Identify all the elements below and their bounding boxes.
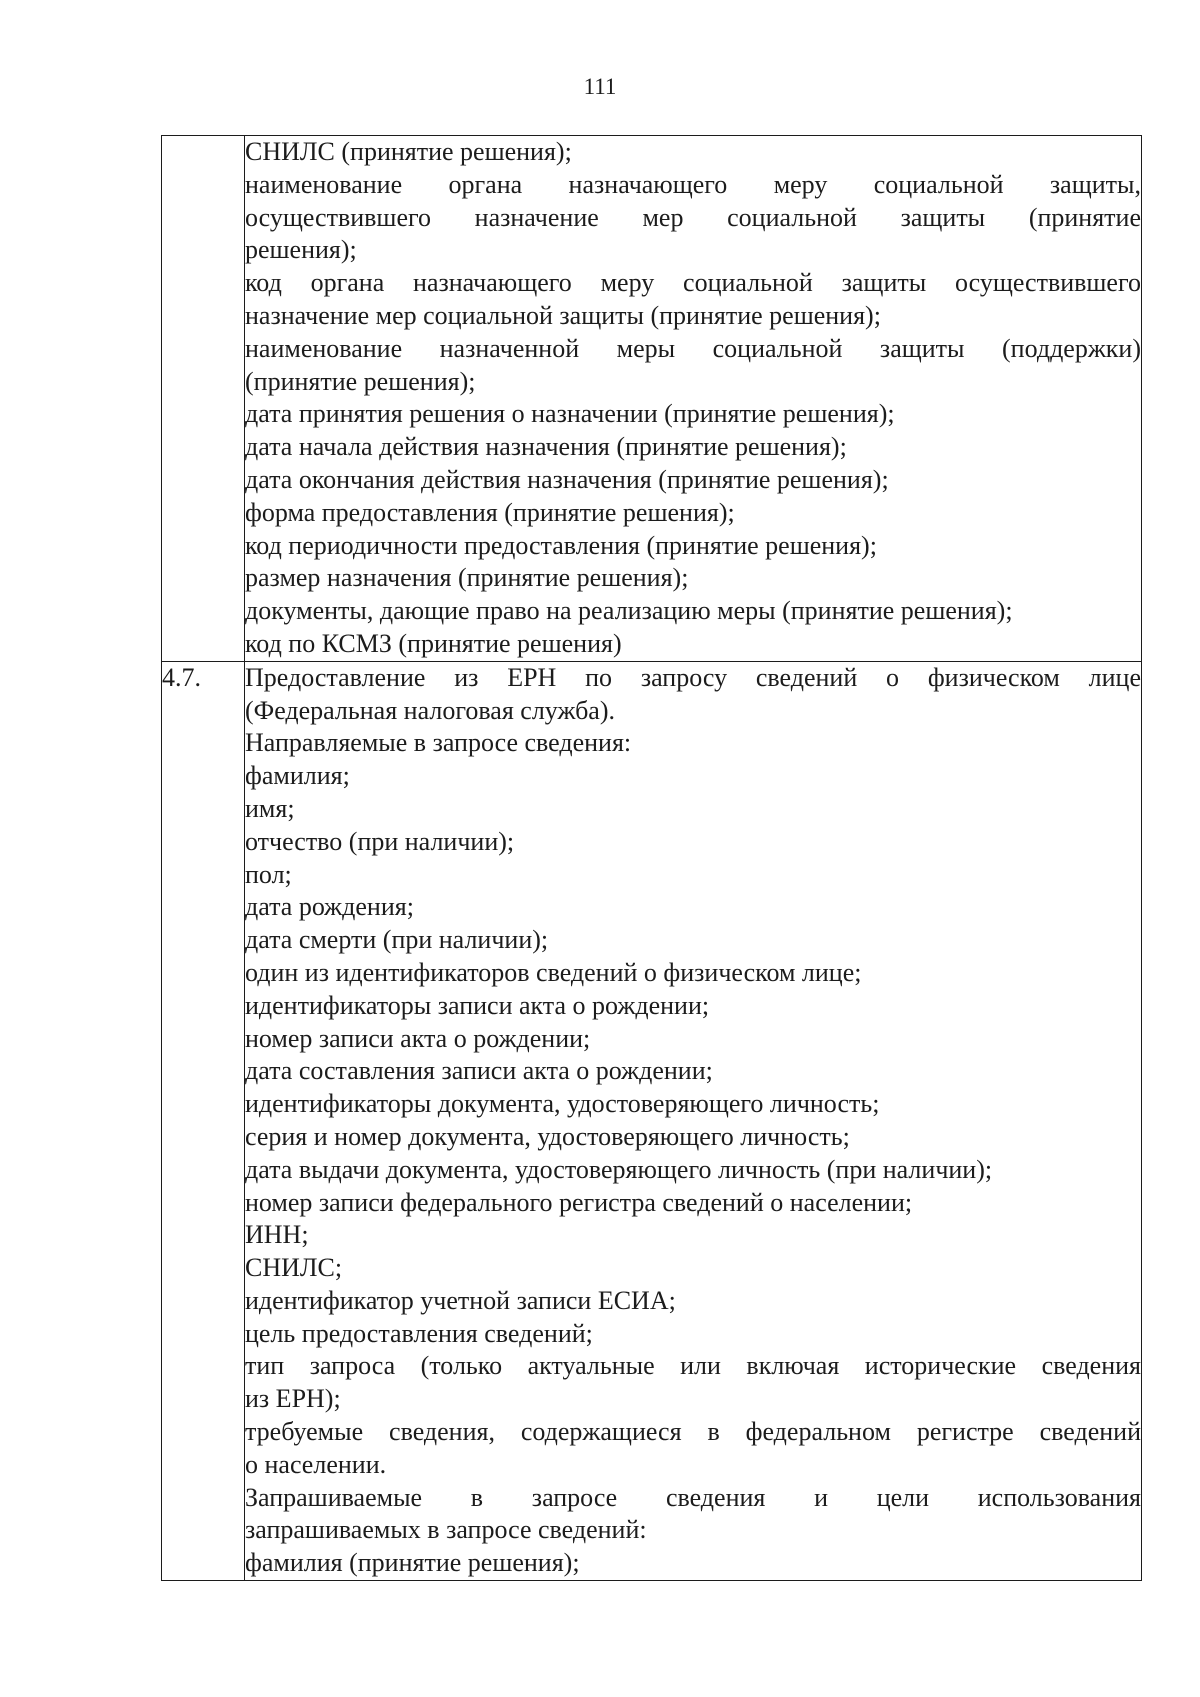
text-line: Направляемые в запросе сведения:	[245, 728, 632, 758]
text-line: форма предоставления (принятие решения);	[245, 497, 735, 527]
text-line: идентификаторы документа, удостоверяющего личность;	[245, 1089, 880, 1119]
text-line: о населении.	[245, 1449, 387, 1479]
text-line: номер записи федерального регистра сведений о населении;	[245, 1187, 913, 1217]
text-line: дата рождения;	[245, 892, 414, 922]
text-line: дата принятия решения о назначении (принятие решения);	[245, 399, 895, 429]
text-line: пол;	[245, 859, 292, 889]
text-line: отчество (при наличии);	[245, 826, 515, 856]
text-line: идентификатор учетной записи ЕСИА;	[245, 1285, 676, 1315]
text-line: из ЕРН);	[245, 1384, 341, 1414]
text-line: Предоставление из ЕРН по запросу сведений о физическом лице	[245, 662, 1141, 692]
row-content-cell	[245, 136, 1142, 662]
text-line: фамилия;	[245, 761, 350, 791]
text-line: наименование назначенной меры социальной защиты (поддержки)	[245, 333, 1141, 363]
text-line: серия и номер документа, удостоверяющего личность;	[245, 1121, 850, 1151]
text-line: идентификаторы записи акта о рождении;	[245, 990, 710, 1020]
text-line: назначение мер социальной защиты (принятие решения);	[245, 300, 881, 330]
text-line: ИНН;	[245, 1220, 309, 1250]
table-row	[162, 136, 1142, 662]
table-row	[162, 661, 1142, 1580]
text-line: наименование органа назначающего меру социальной защиты,	[245, 169, 1141, 199]
text-line: запрашиваемых в запросе сведений:	[245, 1515, 647, 1545]
text-line: один из идентификаторов сведений о физическом лице;	[245, 957, 862, 987]
row-number-cell	[162, 136, 245, 662]
row-content-cell	[245, 661, 1142, 1580]
text-line: дата начала действия назначения (принятие решения);	[245, 432, 847, 462]
text-line: цель предоставления сведений;	[245, 1318, 593, 1348]
text-line: решения);	[245, 235, 357, 265]
row-number-cell: 4.7.	[162, 661, 245, 1580]
text-line: дата смерти (при наличии);	[245, 925, 549, 955]
text-line: код по КСМЗ (принятие решения)	[245, 628, 622, 658]
text-line: дата составления записи акта о рождении;	[245, 1056, 713, 1086]
text-line: фамилия (принятие решения);	[245, 1548, 580, 1578]
text-line: размер назначения (принятие решения);	[245, 563, 689, 593]
text-line: документы, дающие право на реализацию меры (принятие решения);	[245, 596, 1013, 626]
text-line: номер записи акта о рождении;	[245, 1023, 591, 1053]
text-line: Запрашиваемые в запросе сведения и цели использования	[245, 1482, 1141, 1512]
text-line: код периодичности предоставления (принятие решения);	[245, 530, 877, 560]
text-line: осуществившего назначение мер социальной защиты (принятие	[245, 202, 1141, 232]
text-line: имя;	[245, 793, 295, 823]
text-line: (Федеральная налоговая служба).	[245, 695, 616, 725]
document-table	[161, 135, 1142, 1581]
text-line: СНИЛС (принятие решения);	[245, 137, 572, 166]
page-number: 111	[583, 74, 617, 99]
text-line: требуемые сведения, содержащиеся в федеральном регистре сведений	[245, 1417, 1141, 1447]
text-line: (принятие решения);	[245, 366, 476, 396]
text-line: СНИЛС;	[245, 1253, 343, 1283]
text-line: код органа назначающего меру социальной защиты осуществившего	[245, 268, 1141, 298]
text-line: тип запроса (только актуальные или включая исторические сведения	[245, 1351, 1141, 1381]
text-line: дата выдачи документа, удостоверяющего личность (при наличии);	[245, 1154, 993, 1184]
text-line: дата окончания действия назначения (принятие решения);	[245, 464, 889, 494]
